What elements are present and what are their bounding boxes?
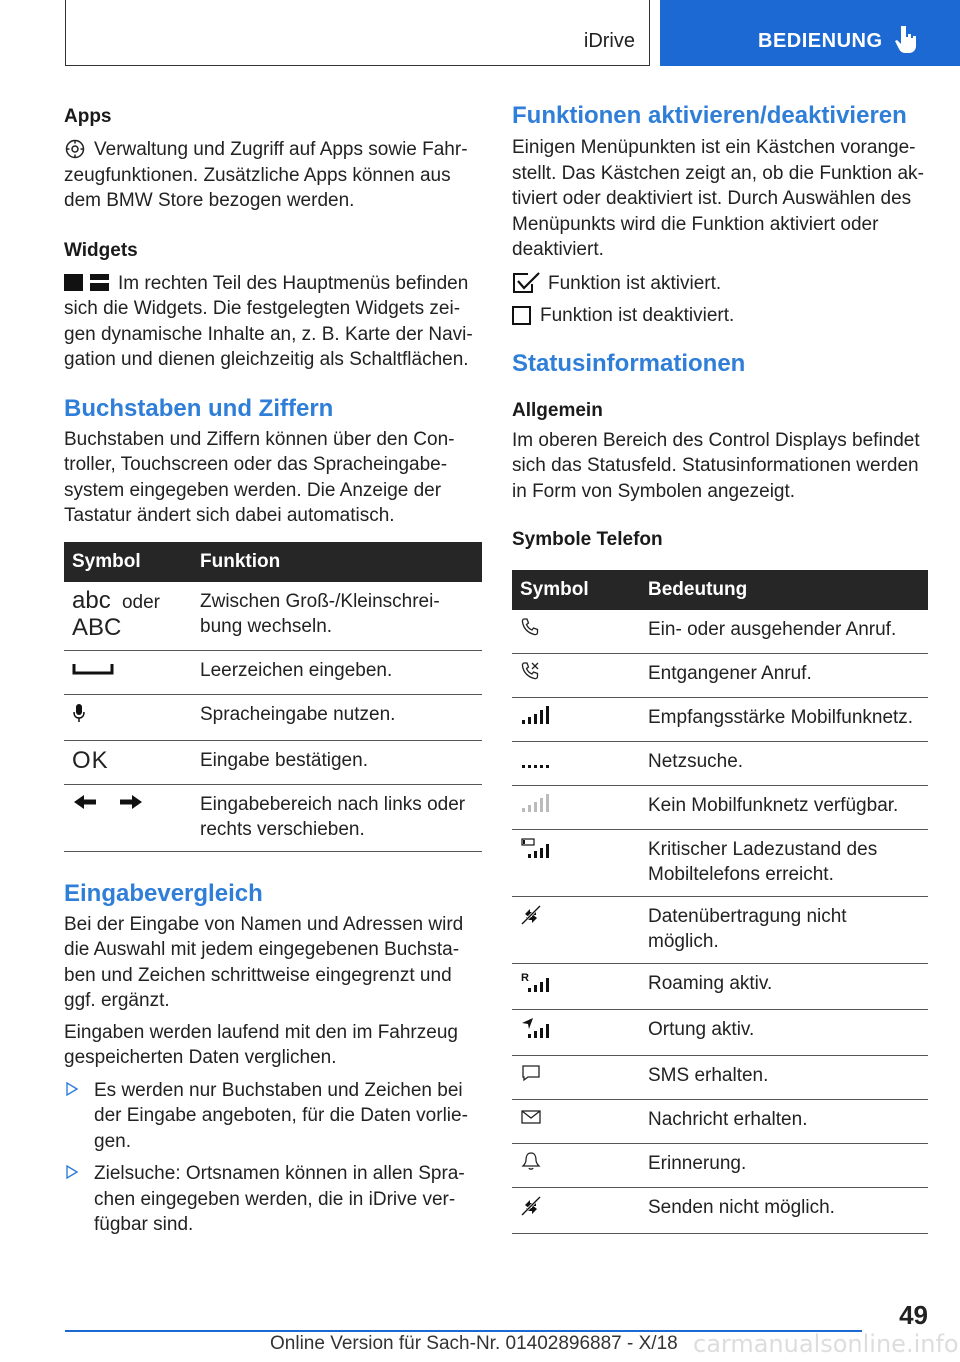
triangle-bullet-icon (66, 1082, 78, 1096)
table-row (64, 740, 482, 784)
table-row: Erinnerung. (512, 1144, 928, 1188)
table-row: Ein- oder ausgehender Anruf. (512, 610, 928, 654)
location-icon (520, 1017, 552, 1039)
microphone-icon (72, 702, 86, 724)
page-number: 49 (899, 1300, 928, 1330)
active-text: Funktion ist aktiviert. (548, 272, 722, 294)
voice-input-text: Spracheingabe nutzen. (192, 694, 482, 740)
checkbox-checked-icon (512, 272, 542, 294)
signal-strength-icon (520, 705, 552, 725)
header-section-box (65, 0, 650, 66)
table-row (64, 582, 482, 651)
table-row: R Roaming aktiv. (512, 964, 928, 1010)
input-symbols-table (64, 542, 482, 852)
mail-icon (520, 1107, 542, 1127)
or-label: oder (121, 591, 161, 613)
col-meaning-header: Bedeutung (640, 570, 928, 610)
list-item: Zielsuche: Ortsnamen können in allen Sprachen eingegeben werden, die in iDrive verfügbar sind. (64, 1161, 482, 1238)
table-row: Kritischer Ladezustand des Mobiltelefons erreicht. (512, 830, 928, 897)
confirm-text: Eingabe bestätigen. (192, 740, 482, 784)
phone-symbols-table (512, 570, 928, 1234)
shift-input-text: Eingabebereich nach links oder rechts verschieben. (192, 784, 482, 851)
lowercase-symbol: abc (72, 586, 111, 614)
left-column (64, 100, 482, 1238)
toggle-text: Einigen Menüpunkten ist ein Kästchen vorangestellt. Das Kästchen zeigt an, ob die Funktion aktiviert oder deaktiviert ist. Durch Auswählen des Menüpunkts wird die Funktion aktiviert oder deaktiviert. (512, 137, 924, 260)
uppercase-symbol: ABC (72, 613, 122, 641)
general-text: Im oberen Bereich des Control Displays befindet sich das Statusfeld. Statusinformationen werden in Form von Symbolen angezeigt. (512, 429, 920, 502)
footer-text: Online Version für Sach-Nr. 01402896887 - X/18 (270, 1333, 678, 1354)
col-function-header: Funktion (192, 542, 482, 582)
table-row: Kein Mobilfunknetz verfügbar. (512, 786, 928, 830)
svg-text:R: R (521, 972, 529, 984)
triangle-bullet-icon (66, 1165, 78, 1179)
table-row (64, 650, 482, 694)
low-battery-icon (520, 837, 552, 859)
arrow-left-right-icon (72, 792, 144, 812)
space-text: Leerzeichen eingeben. (192, 650, 482, 694)
inactive-row (512, 303, 928, 328)
letters-heading: Buchstaben und Ziffern (64, 394, 334, 422)
status-heading: Statusinformationen (512, 349, 746, 377)
widgets-icon (64, 274, 110, 292)
compare-heading: Eingabevergleich (64, 879, 263, 907)
no-network-icon (520, 793, 552, 813)
letters-text: Buchstaben und Ziffern können über den Controller, Touchscreen oder das Spracheingabesystem eingegeben werden. Die Anzeige der Tastatur ändert sich dabei automatisch. (64, 428, 455, 526)
apps-text-content: Verwaltung und Zugriff auf Apps sowie Fahrzeugfunktionen. Zusätzliche Apps können aus dem BMW Store bezogen werden. (64, 139, 468, 211)
table-row: Senden nicht möglich. (512, 1188, 928, 1234)
ok-symbol: OK (72, 746, 109, 774)
widgets-heading: Widgets (64, 239, 138, 261)
table-row: SMS erhalten. (512, 1056, 928, 1100)
phone-symbols-heading: Symbole Telefon (512, 529, 663, 550)
table-row (64, 694, 482, 740)
header-section-label: iDrive (583, 30, 635, 52)
table-row: Netzsuche. (512, 742, 928, 786)
bell-icon (520, 1151, 542, 1171)
widgets-text-content: Im rechten Teil des Hauptmenüs befinden sich die Widgets. Die festgelegten Widgets zeigen dynamische Inhalte an, z. B. Karte der Navigation und dienen gleichzeitig als Schaltflächen. (64, 272, 473, 370)
roaming-icon (520, 971, 552, 993)
active-row (512, 271, 928, 296)
header-tab[interactable] (660, 0, 960, 66)
table-row: Nachricht erhalten. (512, 1100, 928, 1144)
right-column (512, 100, 928, 1234)
compare-text-1: Bei der Eingabe von Namen und Adressen wird die Auswahl mit jedem eingegebenen Buchstaben und Zeichen schrittweise eingegrenzt und ggf. ergänzt. (64, 913, 464, 1011)
no-data-icon (520, 904, 542, 926)
widgets-text (64, 271, 482, 373)
hand-pointer-icon (895, 24, 919, 54)
table-row: Entgangener Anruf. (512, 654, 928, 698)
table-row: Datenübertragung nicht möglich. (512, 897, 928, 964)
table-row: Empfangsstärke Mobilfunknetz. (512, 698, 928, 742)
table-row: Ortung aktiv. (512, 1010, 928, 1056)
network-search-icon (520, 749, 552, 769)
apps-icon (64, 139, 86, 159)
toggle-heading: Funktionen aktivieren/deaktivieren (512, 102, 907, 129)
case-switch-text: Zwischen Groß-/Kleinschreibung wechseln. (192, 582, 482, 651)
list-item: Es werden nur Buchstaben und Zeichen bei der Eingabe angeboten, für die Daten vorliegen. (64, 1078, 482, 1155)
space-icon (72, 658, 114, 678)
compare-text-2: Eingaben werden laufend mit den im Fahrzeug gespeicherten Daten verglichen. (64, 1021, 458, 1068)
missed-call-icon (520, 661, 540, 681)
table-row (64, 784, 482, 851)
col-symbol-header: Symbol (64, 542, 192, 582)
phone-call-icon (520, 617, 540, 637)
general-heading: Allgemein (512, 399, 603, 421)
sms-icon (520, 1063, 542, 1083)
send-failed-icon (520, 1195, 542, 1217)
apps-text (64, 137, 482, 214)
apps-heading: Apps (64, 106, 112, 127)
checkbox-unchecked-icon (512, 306, 532, 326)
case-switch-symbol (64, 582, 192, 651)
col-symbol-header: Symbol (512, 570, 640, 610)
inactive-text: Funktion ist deaktiviert. (540, 304, 735, 326)
header-tab-label: BEDIENUNG (758, 30, 883, 52)
watermark: carmanualsonline.info (693, 1330, 959, 1358)
